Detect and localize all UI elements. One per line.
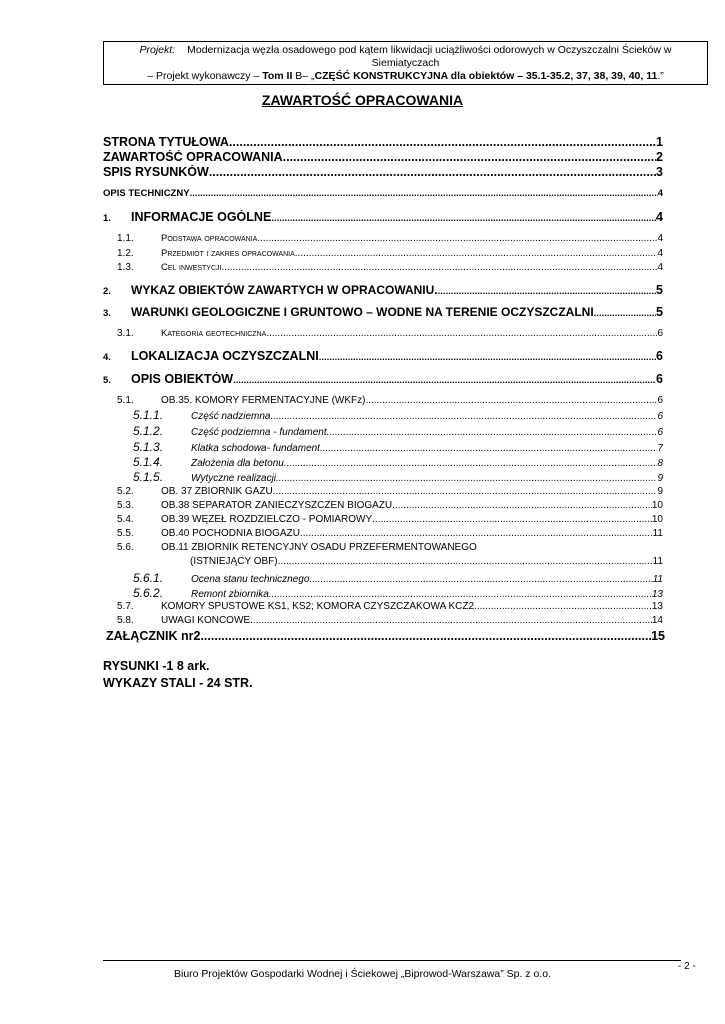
toc-entry[interactable]: 2. WYKAZ OBIEKTÓW ZAWARTYCH W OPRACOWANIU. ..... 5: [103, 283, 663, 297]
toc-entry[interactable]: 4. LOKALIZACJA OCZYSZCZALNI ..... 6: [103, 349, 663, 363]
toc-entry[interactable]: 5.3. OB.38 SEPARATOR ZANIECZYSZCZEŃ BIOGAZU ..... 10: [117, 500, 663, 511]
toc-entry[interactable]: 5.2. OB. 37 ZBIORNIK GAZU ..... 9: [117, 486, 663, 497]
toc-entry[interactable]: 5.6.1. Ocena stanu technicznego ..... 11: [133, 571, 663, 585]
toc-entry[interactable]: 5.1.3. Klatka schodowa- fundament. ..... 7: [133, 440, 663, 454]
steel-lists-count: WYKAZY STALI - 24 STR.: [103, 676, 253, 690]
header-line-3: – Projekt wykonawczy – Tom II B– „CZĘŚĆ KONSTRUKCYJNA dla obiektów – 35.1-35.2, 37, 38, 39, 40, 11.”: [147, 70, 664, 82]
toc-entry[interactable]: 5.1.4. Założenia dla betonu ..... 8: [133, 455, 663, 469]
toc-entry[interactable]: STRONA TYTUŁOWA ..... 1: [103, 135, 663, 149]
toc-entry[interactable]: 1.3. Cel inwestycji ..... 4: [117, 262, 663, 273]
toc-entry[interactable]: 5.6. OB.11 ZBIORNIK RETENCYJNY OSADU PRZEFERMENTOWANEGO: [117, 542, 477, 553]
header-project-label: Projekt:: [139, 44, 176, 56]
footer-text: Biuro Projektów Gospodarki Wodnej i Ściekowej „Biprowod-Warszawa” Sp. z o.o.: [174, 968, 551, 980]
toc-entry[interactable]: 5.4. OB.39 WĘZEŁ ROZDZIELCZO - POMIAROWY ..... 10: [117, 514, 663, 525]
header-line-1: Projekt: Modernizacja węzła osadowego pod kątem likwidacji uciążliwości odorowych w Oczyszczalni Ścieków w: [139, 44, 672, 56]
toc-entry[interactable]: 5.8. UWAGI KOŃCOWE ..... 14: [117, 615, 663, 626]
toc-entry[interactable]: (ISTNIEJĄCY OBF) ..... 11: [190, 556, 663, 567]
toc-entry[interactable]: 5.1.5. Wytyczne realizacji ..... 9: [133, 470, 663, 484]
toc-entry[interactable]: 3. WARUNKI GEOLOGICZNE I GRUNTOWO – WODNE NA TERENIE OCZYSZCZALNI ..... 5: [103, 305, 663, 319]
toc-entry[interactable]: 5.1. OB.35. KOMORY FERMENTACYJNE (WKFz) ..... 6: [117, 395, 663, 406]
toc-entry[interactable]: 5.6.2. Remont zbiornika ..... 13: [133, 586, 663, 600]
page-title: ZAWARTOŚĆ OPRACOWANIA: [261, 92, 464, 108]
page-number: - 2 -: [678, 961, 696, 972]
toc-entry[interactable]: ZAŁĄCZNIK nr2 ..... 15: [106, 629, 665, 643]
toc-entry[interactable]: 1.2. Przedmiot i zakres opracowania ..... 4: [117, 248, 663, 259]
footer-divider: [103, 960, 681, 961]
toc-entry[interactable]: ZAWARTOŚĆ OPRACOWANIA ..... 2: [103, 150, 663, 164]
toc-entry[interactable]: OPIS TECHNICZNY ..... 4: [103, 188, 663, 199]
toc-entry[interactable]: 1.1. Podstawa opracowania ..... 4: [117, 233, 663, 244]
drawings-count: RYSUNKI -1 8 ark.: [103, 659, 210, 673]
toc-entry[interactable]: 5.1.1. Część nadziemna. ..... 6: [133, 408, 663, 422]
toc-entry[interactable]: 5. OPIS OBIEKTÓW ..... 6: [103, 372, 663, 386]
toc-entry[interactable]: 1. INFORMACJE OGÓLNE ..... 4: [103, 210, 663, 224]
toc-entry[interactable]: 5.5. OB.40 POCHODNIA BIOGAZU ..... 11: [117, 528, 663, 539]
project-header: [103, 41, 708, 85]
header-line-2: Siemiatyczach: [371, 57, 440, 69]
toc-entry[interactable]: 3.1. Kategoria geotechniczna ..... 6: [117, 328, 663, 339]
toc-entry[interactable]: 5.7. KOMORY SPUSTOWE KS1, KS2; KOMORA CZYSZCZAKOWA KCZ2 ..... 13: [117, 601, 663, 612]
toc-entry[interactable]: 5.1.2. Część podziemna - fundament ..... 6: [133, 424, 663, 438]
toc-entry[interactable]: SPIS RYSUNKÓW ..... 3: [103, 165, 663, 179]
